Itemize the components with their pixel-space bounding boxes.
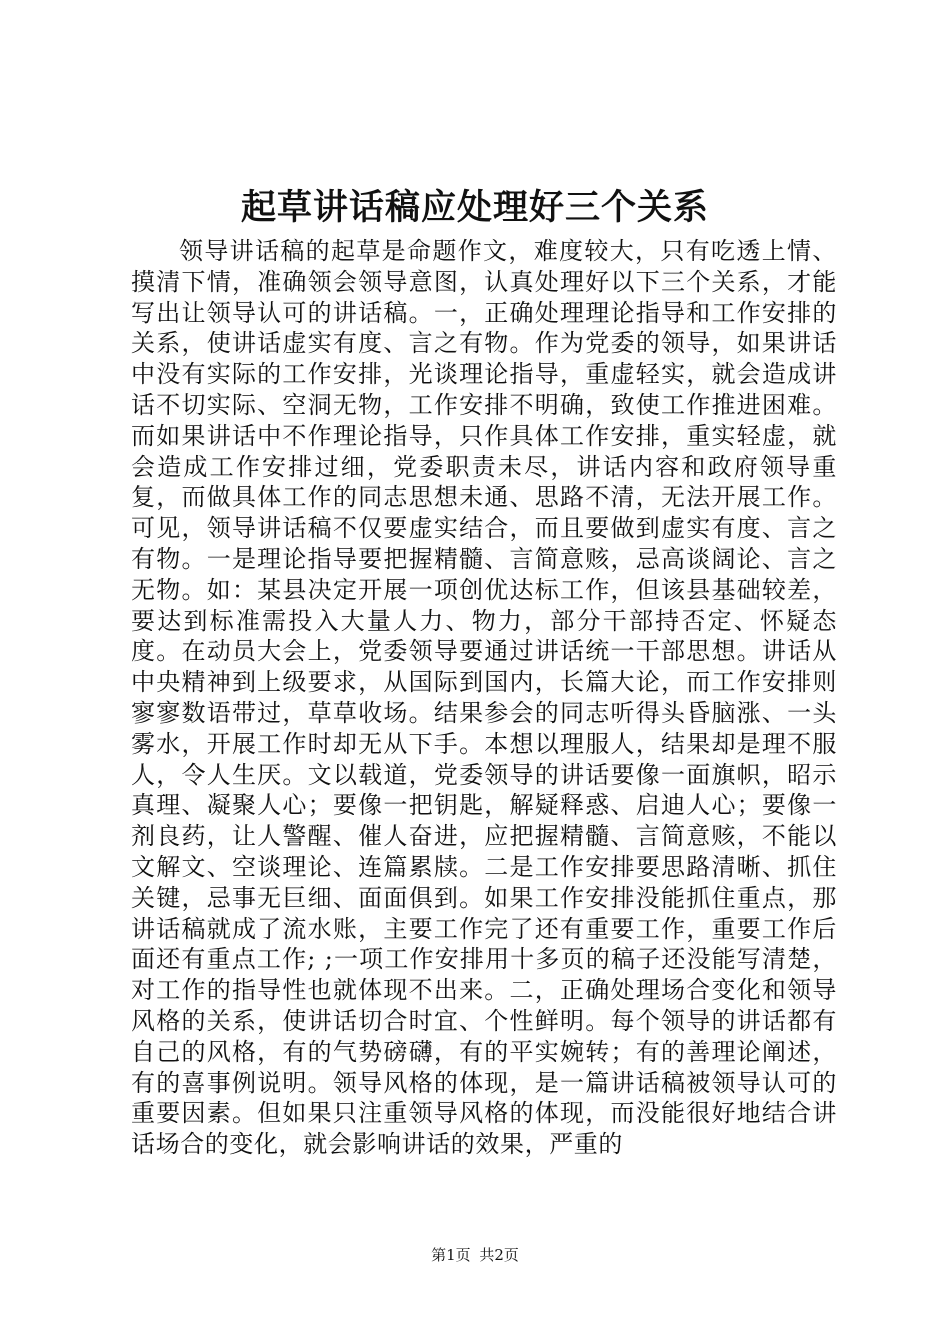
document-body: 领导讲话稿的起草是命题作文，难度较大，只有吃透上情、摸清下情，准确领会领导意图，认真处理好以下三个关系，才能写出让领导认可的讲话稿。一，正确处理理论指导和工作安排的关系，使讲话虚实有度、言之有物。作为党委的领导，如果讲话中没有实际的工作安排，光谈理论指导，重虚轻实，就会造成讲话不切实际、空洞无物，工作安排不明确，致使工作推进困难。而如果讲话中不作理论指导，只作具体工作安排，重实轻虚，就会造成工作安排过细，党委职责未尽，讲话内容和政府领导重复，而做具体工作的同志思想未通、思路不清，无法开展工作。可见，领导讲话稿不仅要虚实结合，而且要做到虚实有度、言之有物。一是理论指导要把握精髓、言简意赅，忌高谈阔论、言之无物。如：某县决定开展一项创优达标工作，但该县基础较差，要达到标准需投入大量人力、物力，部分干部持否定、怀疑态度。在动员大会上，党委领导要通过讲话统一干部思想。讲话从中央精神到上级要求，从国际到国内，长篇大论，而工作安排则寥寥数语带过，草草收场。结果参会的同志听得头昏脑涨、一头雾水，开展工作时却无从下手。本想以理服人，结果却是理不服人，令人生厌。文以载道，党委领导的讲话要像一面旗帜，昭示真理、凝聚人心；要像一把钥匙，解疑释惑、启迪人心；要像一剂良药，让人警醒、催人奋进，应把握精髓、言简意赅，不能以文解文、空谈理论、连篇累牍。二是工作安排要思路清晰、抓住关键，忌事无巨细、面面俱到。如果工作安排没能抓住重点，那讲话稿就成了流水账，主要工作完了还有重要工作，重要工作后面还有重点工作; ;一项工作安排用十多页的稿子还没能写清楚，对工作的指导性也就体现不出来。二，正确处理场合变化和领导风格的关系，使讲话切合时宜、个性鲜明。每个领导的讲话都有自己的风格，有的气势磅礴，有的平实婉转；有的善理论阐述，有的喜事例说明。领导风格的体现，是一篇讲话稿被领导认可的重要因素。但如果只注重领导风格的体现，而没能很好地结合讲话场合的变化，就会影响讲话的效果，严重的 [131,237,837,1159]
document-title: 起草讲话稿应处理好三个关系 [240,187,709,228]
page-footer [0,1243,950,1267]
page-number: 第1页 [431,1246,471,1264]
page-total: 共2页 [479,1246,519,1264]
